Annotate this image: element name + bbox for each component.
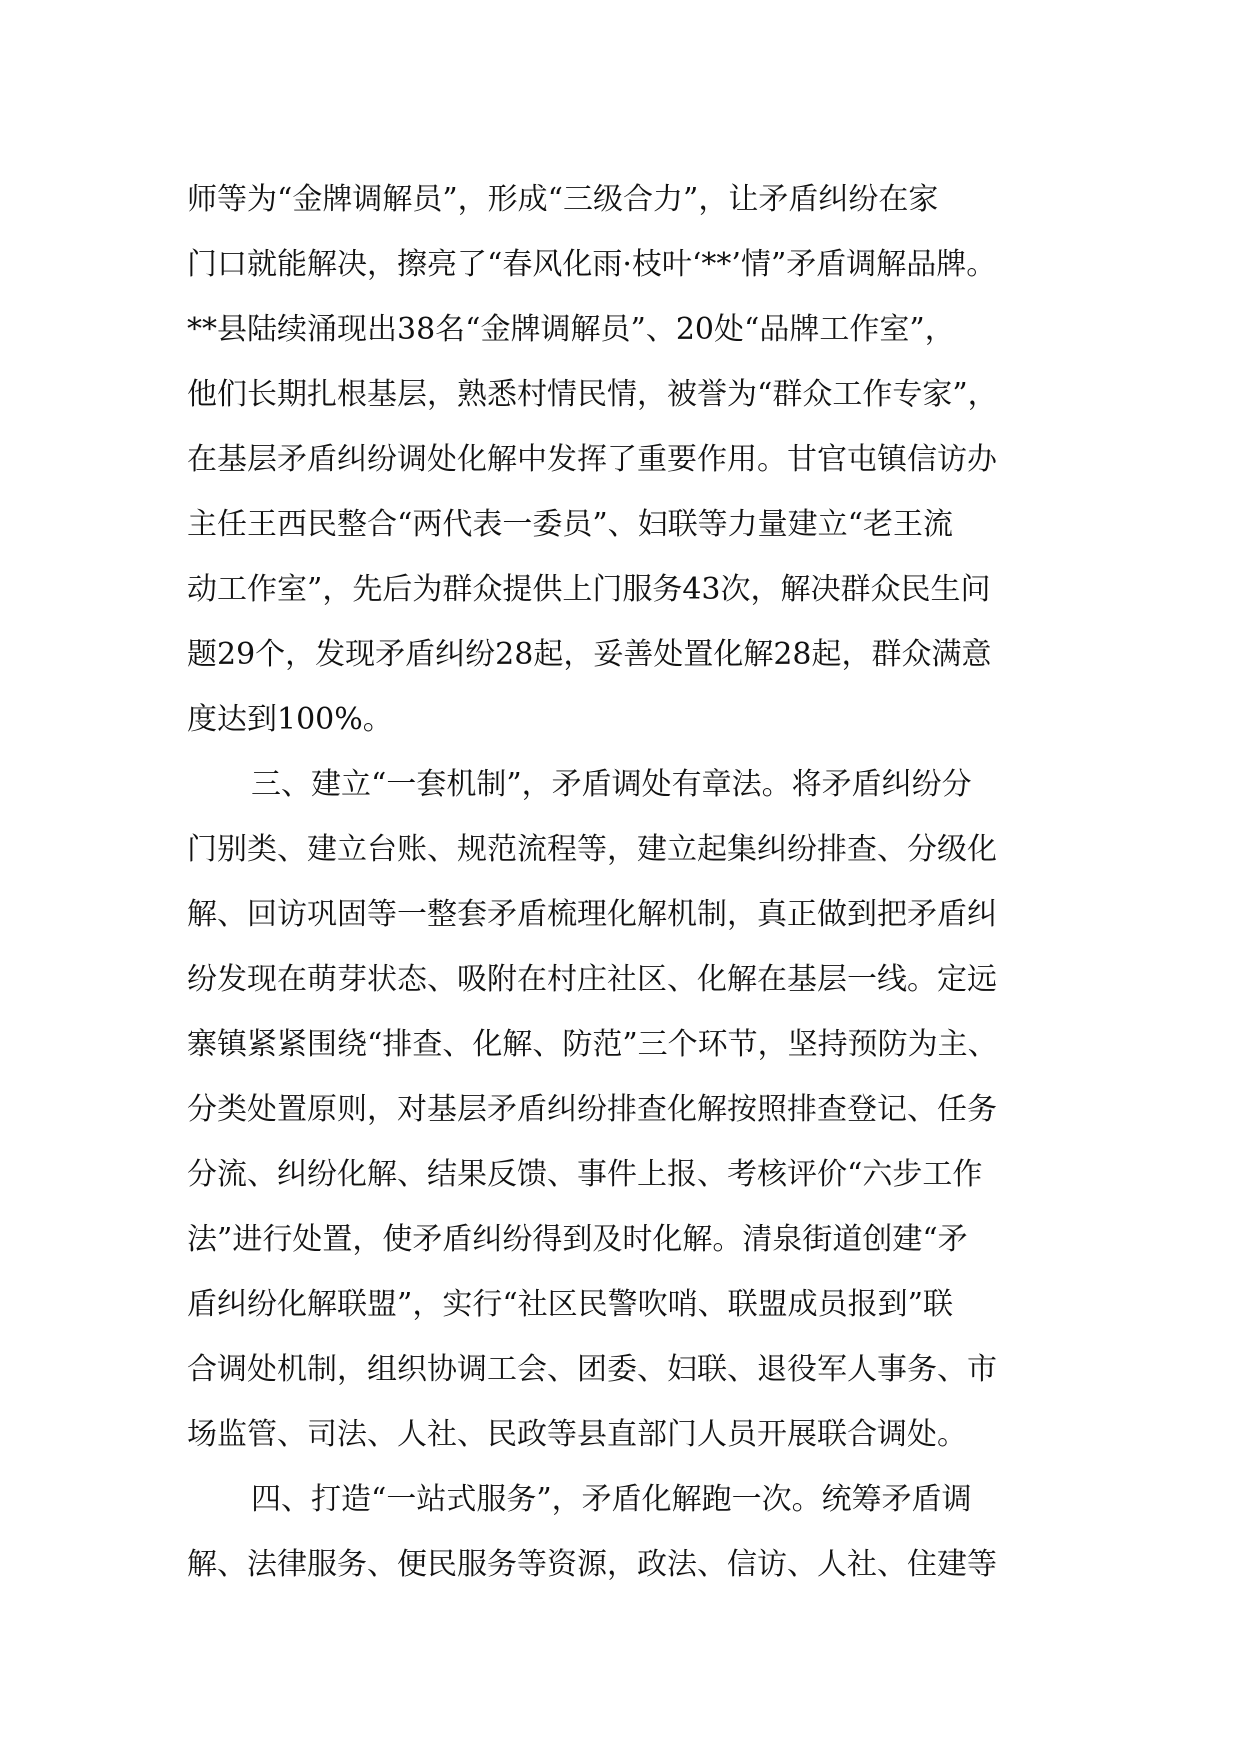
text-line: 度达到100%。 <box>187 702 393 737</box>
text-line: 寨镇紧紧围绕“排查、化解、防范”三个环节，坚持预防为主、 <box>187 1027 998 1062</box>
text-line: 题29个，发现矛盾纠纷28起，妥善处置化解28起，群众满意 <box>187 637 992 672</box>
text-line: 他们长期扎根基层，熟悉村情民情，被誉为“群众工作专家”， <box>187 377 998 412</box>
text-line: 法”进行处置，使矛盾纠纷得到及时化解。清泉街道创建“矛 <box>187 1222 968 1257</box>
text-line: 纷发现在萌芽状态、吸附在村庄社区、化解在基层一线。定远 <box>187 962 997 997</box>
text-line: 合调处机制，组织协调工会、团委、妇联、退役军人事务、市 <box>187 1352 997 1387</box>
text-line: 门别类、建立台账、规范流程等，建立起集纠纷排查、分级化 <box>187 832 997 867</box>
text-line: **县陆续涌现出38名“金牌调解员”、20处“品牌工作室”， <box>187 312 955 347</box>
section-three-heading-line: 三、建立“一套机制”，矛盾调处有章法。将矛盾纠纷分 <box>251 767 972 802</box>
section-four-heading-line: 四、打造“一站式服务”，矛盾化解跑一次。统筹矛盾调 <box>251 1482 972 1517</box>
text-line: 解、回访巩固等一整套矛盾梳理化解机制，真正做到把矛盾纠 <box>187 897 997 932</box>
text-line: 分流、纠纷化解、结果反馈、事件上报、考核评价“六步工作 <box>187 1157 983 1192</box>
text-line: 场监管、司法、人社、民政等县直部门人员开展联合调处。 <box>187 1417 967 1452</box>
text-line: 主任王西民整合“两代表一委员”、妇联等力量建立“老王流 <box>187 507 954 542</box>
text-line: 盾纠纷化解联盟”，实行“社区民警吹哨、联盟成员报到”联 <box>187 1287 954 1322</box>
text-line: 在基层矛盾纠纷调处化解中发挥了重要作用。甘官屯镇信访办 <box>187 442 997 477</box>
text-line: 门口就能解决，擦亮了“春风化雨·枝叶‘**’情”矛盾调解品牌。 <box>187 247 997 282</box>
text-line: 师等为“金牌调解员”，形成“三级合力”，让矛盾纠纷在家 <box>187 182 939 217</box>
text-line: 分类处置原则，对基层矛盾纠纷排查化解按照排查登记、任务 <box>187 1092 997 1127</box>
text-line: 解、法律服务、便民服务等资源，政法、信访、人社、住建等 <box>187 1547 997 1582</box>
text-line: 动工作室”，先后为群众提供上门服务43次，解决群众民生问 <box>187 572 991 607</box>
document-body <box>187 167 1067 1597</box>
